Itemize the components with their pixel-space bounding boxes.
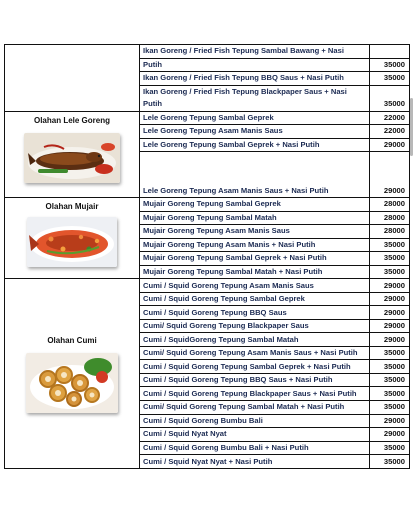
menu-item-price: 29000 [370, 414, 410, 428]
menu-item-name: Cumi / Squid Goreng Tepung BBQ Saus + Nasi Putih [140, 373, 370, 387]
vertical-scrollbar[interactable] [410, 98, 413, 156]
category-title: Olahan Cumi [47, 336, 97, 346]
menu-item-price: 35000 [370, 401, 410, 415]
menu-item-price: 29000 [370, 138, 410, 152]
table-row [5, 111, 410, 125]
menu-item-price: 29000 [370, 185, 410, 198]
menu-item-price: 29000 [370, 428, 410, 442]
menu-item-name: Cumi/ Squid Goreng Tepung Asam Manis Saus + Nasi Putih [140, 346, 370, 360]
menu-item-price: 35000 [370, 58, 410, 72]
category-cell-mujair [5, 198, 140, 279]
menu-item-name [140, 152, 370, 185]
menu-item-price: 29000 [370, 279, 410, 293]
menu-item-name: Ikan Goreng / Fried Fish Tepung BBQ Saus + Nasi Putih [140, 72, 370, 86]
menu-item-name: Mujair Goreng Tepung Asam Manis + Nasi Putih [140, 238, 370, 252]
menu-item-price: 29000 [370, 319, 410, 333]
menu-item-name: Lele Goreng Tepung Sambal Geprek + Nasi Putih [140, 138, 370, 152]
menu-item-name: Cumi / Squid Goreng Tepung Sambal Geprek [140, 292, 370, 306]
menu-item-price: 35000 [370, 346, 410, 360]
menu-item-name: Cumi / Squid Goreng Tepung BBQ Saus [140, 306, 370, 320]
menu-item-name: Cumi / Squid Goreng Tepung Asam Manis Saus [140, 279, 370, 293]
menu-item-price: 35000 [370, 360, 410, 374]
menu-item-price [370, 85, 410, 98]
page-bottom-margin [0, 482, 417, 512]
menu-item-price: 22000 [370, 125, 410, 139]
menu-table [4, 44, 410, 469]
menu-item-name: Cumi / Squid Goreng Bumbu Bali + Nasi Putih [140, 441, 370, 455]
category-title: Olahan Lele Goreng [33, 115, 110, 125]
menu-item-price: 22000 [370, 111, 410, 125]
menu-item-name: Mujair Goreng Tepung Sambal Geprek + Nasi Putih [140, 252, 370, 266]
menu-item-price: 29000 [370, 333, 410, 347]
menu-item-price: 35000 [370, 98, 410, 111]
menu-item-name: Putih [140, 58, 370, 72]
category-title: Olahan Mujair [45, 202, 99, 212]
menu-item-price: 28000 [370, 198, 410, 212]
menu-item-price: 35000 [370, 373, 410, 387]
menu-item-name: Lele Goreng Tepung Sambal Geprek [140, 111, 370, 125]
category-cell-lele [5, 111, 140, 197]
menu-item-price: 28000 [370, 211, 410, 225]
menu-item-price: 35000 [370, 238, 410, 252]
menu-item-name: Cumi / Squid Goreng Tepung Blackpaper Saus + Nasi Putih [140, 387, 370, 401]
menu-item-price: 35000 [370, 441, 410, 455]
category-cell-ikan-goreng [5, 45, 140, 112]
menu-item-name: Mujair Goreng Tepung Sambal Matah [140, 211, 370, 225]
menu-item-price: 35000 [370, 387, 410, 401]
menu-item-name: Cumi / Squid Nyat Nyat [140, 428, 370, 442]
table-row [5, 198, 410, 212]
menu-item-price: 35000 [370, 72, 410, 86]
menu-item-price: 35000 [370, 265, 410, 279]
menu-item-name: Lele Goreng Tepung Asam Manis Saus + Nasi Putih [140, 185, 370, 198]
menu-item-name: Cumi / Squid Nyat Nyat + Nasi Putih [140, 455, 370, 469]
menu-item-name: Ikan Goreng / Fried Fish Tepung Sambal Bawang + Nasi [140, 45, 370, 59]
menu-item-price: 29000 [370, 292, 410, 306]
menu-item-name: Cumi / SquidGoreng Tepung Sambal Matah [140, 333, 370, 347]
menu-item-price: 35000 [370, 455, 410, 469]
table-row [5, 279, 410, 293]
menu-item-name: Ikan Goreng / Fried Fish Tepung Blackpaper Saus + Nasi [140, 85, 370, 98]
menu-item-price: 28000 [370, 225, 410, 239]
menu-item-name: Cumi/ Squid Goreng Tepung Sambal Matah + Nasi Putih [140, 401, 370, 415]
menu-item-name: Putih [140, 98, 370, 111]
menu-item-name: Cumi / Squid Goreng Tepung Sambal Geprek + Nasi Putih [140, 360, 370, 374]
menu-item-name: Lele Goreng Tepung Asam Manis Saus [140, 125, 370, 139]
menu-item-price [370, 152, 410, 185]
menu-item-name: Cumi / Squid Goreng Bumbu Bali [140, 414, 370, 428]
fried-tilapia-photo [27, 217, 117, 267]
page-top-margin [0, 0, 417, 44]
table-row [5, 45, 410, 59]
fried-squid-photo [26, 353, 118, 413]
category-cell-cumi [5, 279, 140, 469]
menu-item-name: Cumi/ Squid Goreng Tepung Blackpaper Saus [140, 319, 370, 333]
menu-item-price: 35000 [370, 252, 410, 266]
menu-item-name: Mujair Goreng Tepung Asam Manis Saus [140, 225, 370, 239]
menu-item-price: 29000 [370, 306, 410, 320]
menu-item-name: Mujair Goreng Tepung Sambal Matah + Nasi Putih [140, 265, 370, 279]
fried-catfish-photo [24, 133, 120, 183]
menu-item-name: Mujair Goreng Tepung Sambal Geprek [140, 198, 370, 212]
menu-item-price [370, 45, 410, 59]
